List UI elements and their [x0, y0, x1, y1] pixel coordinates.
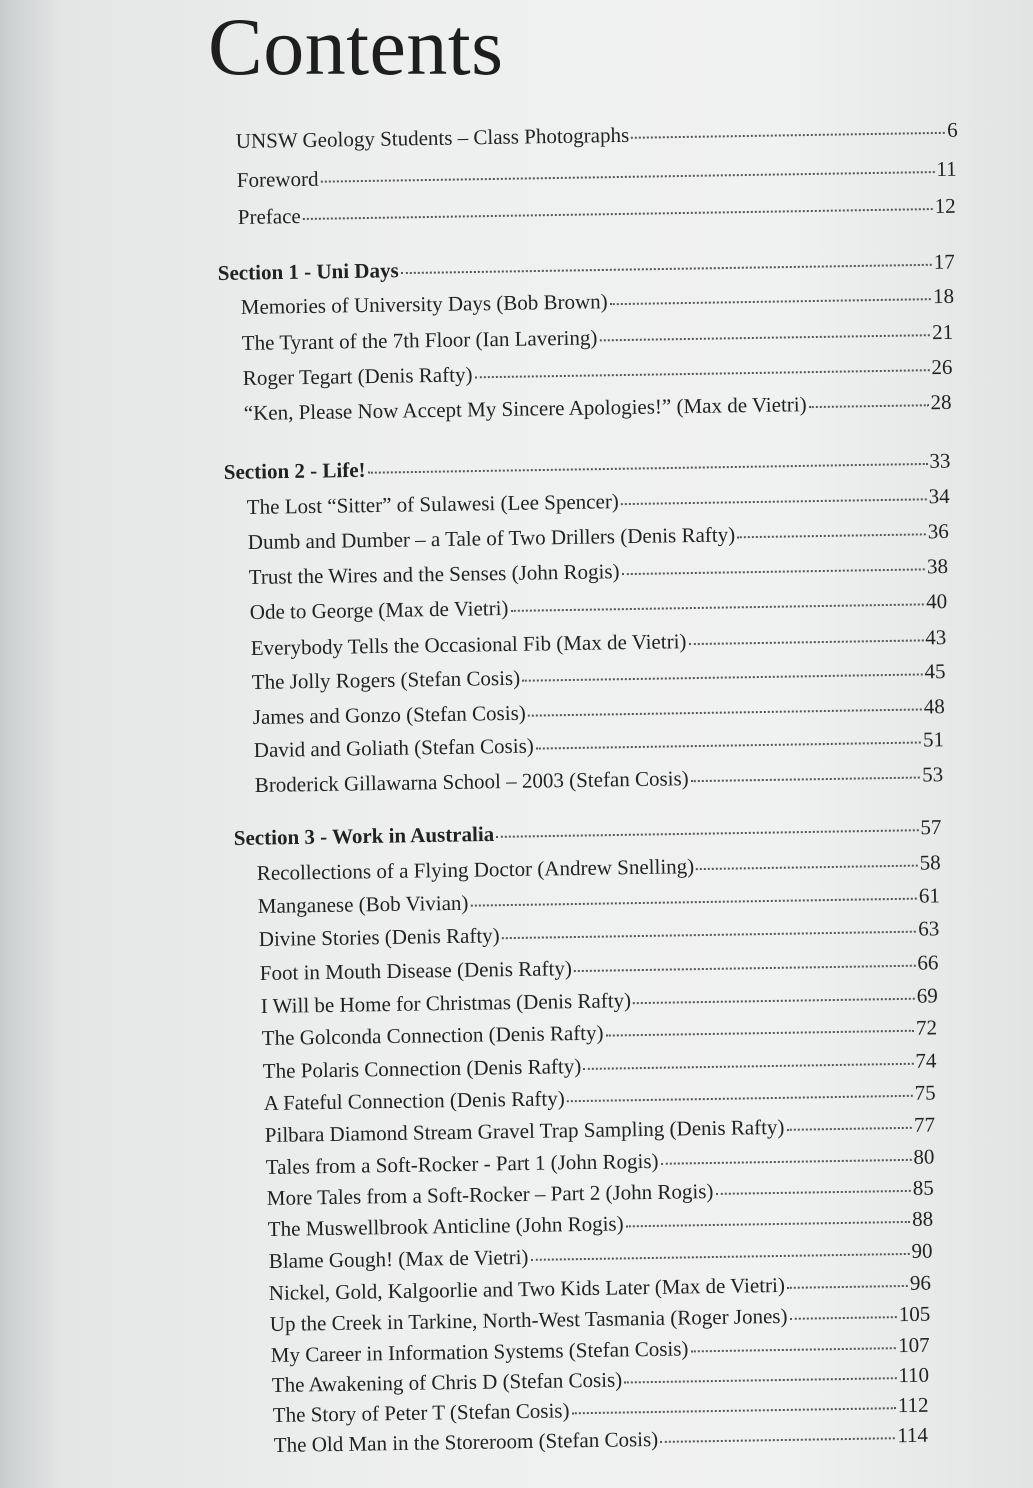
toc-page-number: 90	[910, 1238, 933, 1263]
toc-entry	[264, 1082, 936, 1114]
toc-page-number: 34	[928, 483, 950, 509]
toc-page-number: 6	[946, 117, 958, 142]
toc-entry-title: Tales from a Soft-Rocker - Part 1 (John Rogis)	[265, 1148, 659, 1179]
toc-entry	[273, 1422, 929, 1457]
toc-entry	[266, 1175, 934, 1210]
toc-page-number: 77	[913, 1112, 936, 1137]
toc-entry-title: Trust the Wires and the Senses (John Rogis)	[248, 559, 620, 589]
toc-page-number: 51	[922, 727, 944, 752]
dot-leader	[530, 1253, 909, 1261]
dot-leader	[688, 639, 923, 645]
dot-leader	[737, 533, 926, 538]
toc-section-heading	[218, 251, 955, 284]
toc-entry	[248, 556, 947, 588]
toc-entry-title: Manganese (Bob Vivian)	[257, 890, 469, 918]
toc-page-number: 26	[931, 354, 953, 380]
toc-entry-title: The Tyrant of the 7th Floor (Ian Lavering)	[241, 325, 598, 355]
toc-entry-title: Blame Gough! (Max de Vietri)	[268, 1244, 529, 1273]
toc-entry-title: Memories of University Days (Bob Brown)	[240, 289, 608, 319]
toc-entry	[253, 729, 944, 761]
toc-entry	[235, 117, 958, 153]
toc-page-number: 33	[928, 448, 951, 473]
dot-leader	[633, 998, 915, 1004]
dot-leader	[809, 404, 929, 408]
dot-leader	[401, 264, 932, 274]
toc-entry	[243, 389, 952, 425]
toc-entry	[263, 1050, 937, 1082]
toc-entry	[251, 661, 945, 693]
dot-leader	[367, 463, 927, 474]
dot-leader	[621, 498, 927, 505]
toc-page-number: 28	[930, 389, 952, 415]
page-title: Contents	[208, 1, 504, 92]
toc-entry-title: Section 3 - Work in Australia	[233, 821, 495, 850]
toc-entry	[272, 1392, 929, 1427]
toc-entry-title: Pilbara Diamond Stream Gravel Trap Sampling (Denis Rafty)	[264, 1114, 785, 1147]
toc-page-number: 74	[915, 1048, 937, 1073]
toc-section-heading	[223, 448, 951, 484]
dot-leader	[321, 171, 935, 183]
toc-page-number: 18	[932, 283, 955, 309]
toc-entry	[237, 193, 957, 229]
dot-leader	[625, 1221, 910, 1227]
dot-leader	[631, 132, 945, 139]
toc-page-number: 45	[924, 659, 946, 684]
toc-page-number: 48	[923, 694, 945, 719]
toc-entry-title: Section 1 - Uni Days	[217, 258, 399, 285]
toc-entry-title: The Muswellbrook Anticline (John Rogis)	[267, 1211, 624, 1241]
toc-page-number: 85	[912, 1175, 934, 1200]
dot-leader	[303, 208, 933, 220]
toc-entry-title: Preface	[237, 204, 302, 229]
toc-page-number: 57	[920, 814, 942, 840]
toc-entry-title: The Awakening of Chris D (Stefan Cosis)	[271, 1367, 623, 1397]
toc-page-number: 114	[896, 1422, 929, 1448]
dot-leader	[583, 1063, 913, 1070]
toc-entry	[249, 591, 947, 623]
toc-page-number: 80	[912, 1144, 935, 1169]
toc-entry	[250, 627, 946, 659]
toc-entry	[252, 696, 944, 728]
toc-entry	[261, 985, 938, 1017]
toc-entry	[257, 852, 941, 884]
dot-leader	[502, 931, 917, 940]
toc-entry	[247, 518, 949, 554]
toc-entry-title: Ode to George (Max de Vietri)	[249, 595, 509, 624]
dot-leader	[621, 568, 925, 575]
toc-page-number: 63	[918, 916, 940, 941]
toc-page-number: 53	[921, 762, 944, 787]
dot-leader	[572, 1407, 896, 1414]
dot-leader	[496, 829, 918, 838]
toc-page-number: 72	[915, 1015, 938, 1040]
toc-entry-title: Recollections of a Flying Doctor (Andrew Snelling)	[256, 854, 695, 885]
toc-section-heading	[233, 814, 942, 850]
toc-entry	[259, 918, 940, 950]
toc-page-number: 75	[914, 1080, 936, 1105]
toc-entry-title: Dumb and Dumber – a Tale of Two Drillers (Denis Rafty)	[247, 522, 735, 554]
toc-entry-title: The Jolly Rogers (Stefan Cosis)	[251, 665, 521, 694]
toc-page-number: 105	[898, 1301, 931, 1327]
toc-page-number: 96	[910, 1270, 932, 1295]
dot-leader	[790, 1316, 897, 1320]
toc-entry-title: More Tales from a Soft-Rocker – Part 2 (John Rogis)	[266, 1178, 714, 1210]
toc-entry-title: I Will be Home for Christmas (Denis Rafty)	[260, 988, 632, 1018]
toc-entry-title: Nickel, Gold, Kalgoorlie and Two Kids Later (Max de Vietri)	[269, 1272, 786, 1305]
dot-leader	[786, 1127, 912, 1131]
dot-leader	[510, 603, 924, 611]
toc-entry-title: The Golconda Connection (Denis Rafty)	[261, 1020, 604, 1050]
toc-entry-title: “Ken, Please Now Accept My Sincere Apologies!” (Max de Vietri)	[243, 392, 807, 425]
toc-entry-title: UNSW Geology Students – Class Photographs	[235, 122, 630, 153]
toc-page-number: 21	[931, 319, 954, 345]
dot-leader	[660, 1437, 895, 1443]
toc-entry	[240, 283, 955, 319]
toc-page-number: 107	[898, 1332, 931, 1358]
toc-entry-title: Section 2 - Life!	[223, 457, 366, 484]
dot-leader	[535, 742, 920, 750]
toc-page-number: 17	[933, 249, 955, 274]
toc-entry-title: The Old Man in the Storeroom (Stefan Cosis)	[273, 1426, 659, 1457]
toc-entry	[260, 952, 939, 984]
toc-entry	[254, 764, 943, 796]
toc-entry-title: Everybody Tells the Occasional Fib (Max de Vietri)	[250, 629, 687, 660]
toc-page-number: 43	[924, 625, 947, 650]
toc-entry	[241, 319, 954, 355]
toc-page-number: 36	[927, 518, 949, 544]
dot-leader	[474, 369, 929, 378]
toc-page-number: 40	[925, 589, 948, 614]
toc-page-number: 88	[911, 1206, 933, 1231]
toc-entry-title: Foot in Mouth Disease (Denis Rafty)	[259, 956, 573, 985]
toc-entry-title: Roger Tegart (Denis Rafty)	[242, 362, 473, 390]
toc-entry	[271, 1362, 930, 1397]
toc-entry	[236, 156, 957, 192]
dot-leader	[567, 1095, 913, 1102]
toc-entry	[269, 1270, 932, 1305]
toc-entry	[265, 1144, 935, 1179]
dot-leader	[574, 965, 916, 972]
dot-leader	[610, 298, 931, 305]
toc-page-number: 38	[926, 554, 948, 579]
toc-page-number: 69	[916, 983, 939, 1008]
toc-entry-title: Up the Creek in Tarkine, North-West Tasmania (Roger Jones)	[269, 1303, 789, 1336]
toc-entry-title: David and Goliath (Stefan Cosis)	[253, 733, 534, 762]
toc-page-number: 12	[934, 193, 957, 219]
toc-entry-title: A Fateful Connection (Denis Rafty)	[263, 1086, 565, 1115]
toc-entry-title: Broderick Gillawarna School – 2003 (Stefan Cosis)	[254, 766, 689, 797]
dot-leader	[624, 1377, 896, 1383]
dot-leader	[690, 777, 920, 783]
toc-entry-title: My Career in Information Systems (Stefan Cosis)	[270, 1336, 689, 1367]
toc-entry-title: The Polaris Connection (Denis Rafty)	[262, 1054, 582, 1083]
toc-entry-title: The Story of Peter T (Stefan Cosis)	[272, 1398, 570, 1427]
toc-entry-title: Foreword	[236, 166, 319, 192]
toc-page-number: 110	[898, 1362, 930, 1388]
toc-page-number: 112	[897, 1392, 929, 1418]
dot-leader	[522, 673, 922, 681]
toc-entry	[269, 1301, 931, 1336]
toc-page-number: 61	[918, 883, 941, 908]
toc-entry-title: The Lost “Sitter” of Sulawesi (Lee Spencer)	[246, 489, 619, 519]
dot-leader	[715, 1190, 910, 1195]
toc-entry	[242, 354, 953, 390]
dot-leader	[528, 708, 922, 716]
toc-page-number: 11	[936, 156, 957, 182]
toc-entry	[270, 1332, 931, 1367]
toc-entry-title: Divine Stories (Denis Rafty)	[258, 923, 501, 951]
dot-leader	[787, 1285, 908, 1289]
dot-leader	[599, 334, 930, 341]
toc-entry	[268, 1238, 933, 1273]
dot-leader	[606, 1030, 915, 1037]
dot-leader	[660, 1159, 911, 1165]
dot-leader	[691, 1347, 897, 1352]
toc-entry	[265, 1114, 936, 1146]
toc-entry-title: James and Gonzo (Stefan Cosis)	[252, 700, 526, 729]
dot-leader	[697, 865, 918, 870]
toc-entry	[267, 1206, 933, 1241]
toc-page-number: 58	[919, 850, 942, 875]
toc-page-number: 66	[917, 950, 939, 975]
dot-leader	[471, 898, 918, 907]
toc-entry	[262, 1017, 938, 1049]
toc-entry	[246, 483, 950, 519]
toc-entry	[258, 885, 940, 917]
